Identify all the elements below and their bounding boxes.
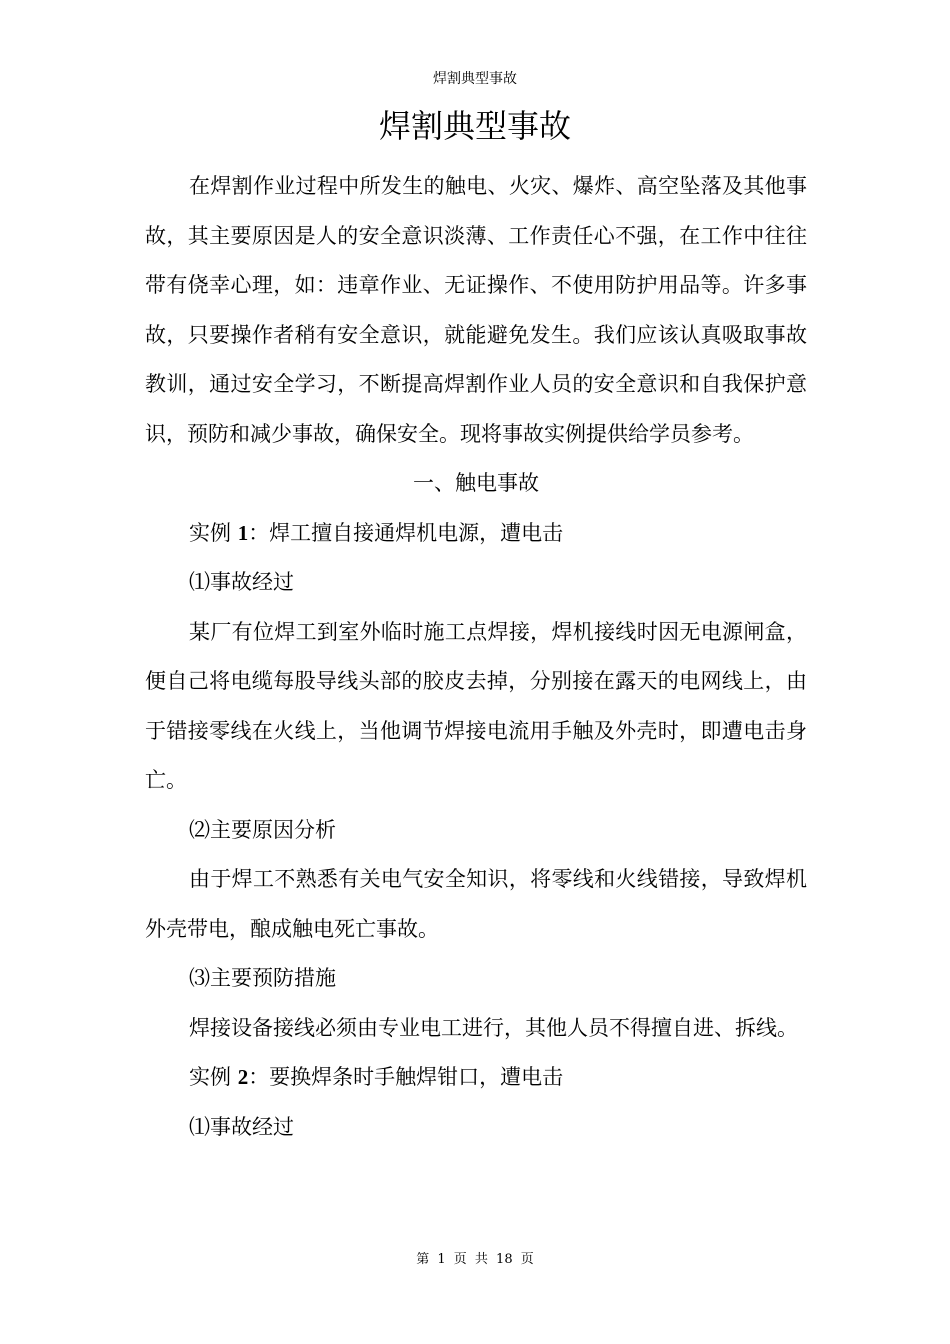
running-header: 焊割典型事故	[433, 71, 517, 87]
example-1-heading	[145, 509, 807, 559]
example-1-title: ：焊工擅自接通焊机电源，遭电击	[248, 520, 564, 545]
example-1-item-2-heading: ⑵主要原因分析	[189, 817, 336, 842]
example-2-title: ：要换焊条时手触焊钳口，遭电击	[248, 1065, 564, 1089]
example-1-item-3-heading: ⑶主要预防措施	[189, 966, 336, 990]
document-title: 焊割典型事故	[378, 107, 571, 145]
example-2-prefix: 实例	[189, 1065, 238, 1089]
example-2-heading	[145, 1053, 807, 1103]
document-body	[145, 162, 807, 1152]
example-2-number: 2	[237, 1065, 249, 1089]
example-2-item-1-heading: ⑴事故经过	[189, 1114, 294, 1139]
example-1-item-3-text: 焊接设备接线必须由专业电工进行，其他人员不得擅自进、拆线。	[189, 1015, 798, 1040]
example-1-item-1-text: 某厂有位焊工到室外临时施工点焊接，焊机接线时因无电源闸盒，便自己将电缆每股导线头部的胶皮去掉，分别接在露天的电网线上，由于错接零线在火线上，当他调节焊接电流用手触及外壳时，即遭电击身亡。	[145, 619, 807, 792]
example-1-item-2-text: 由于焊工不熟悉有关电气安全知识，将零线和火线错接，导致焊机外壳带电，酿成触电死亡事故。	[145, 867, 807, 941]
section-heading: 一、触电事故	[413, 471, 539, 495]
example-1-number: 1	[237, 520, 249, 545]
example-1-prefix: 实例	[189, 520, 238, 545]
example-1-item-1-heading: ⑴事故经过	[189, 570, 294, 594]
page-footer: 第 1 页 共 18 页	[416, 1252, 534, 1267]
intro-paragraph: 在焊割作业过程中所发生的触电、火灾、爆炸、高空坠落及其他事故，其主要原因是人的安全意识淡薄、工作责任心不强，在工作中往往带有侥幸心理，如：违章作业、无证操作、不使用防护用品等。许多事故，只要操作者稍有安全意识，就能避免发生。我们应该认真吸取事故教训，通过安全学习，不断提高焊割作业人员的安全意识和自我保护意识，预防和减少事故，确保安全。现将事故实例提供给学员参考。	[145, 174, 807, 446]
